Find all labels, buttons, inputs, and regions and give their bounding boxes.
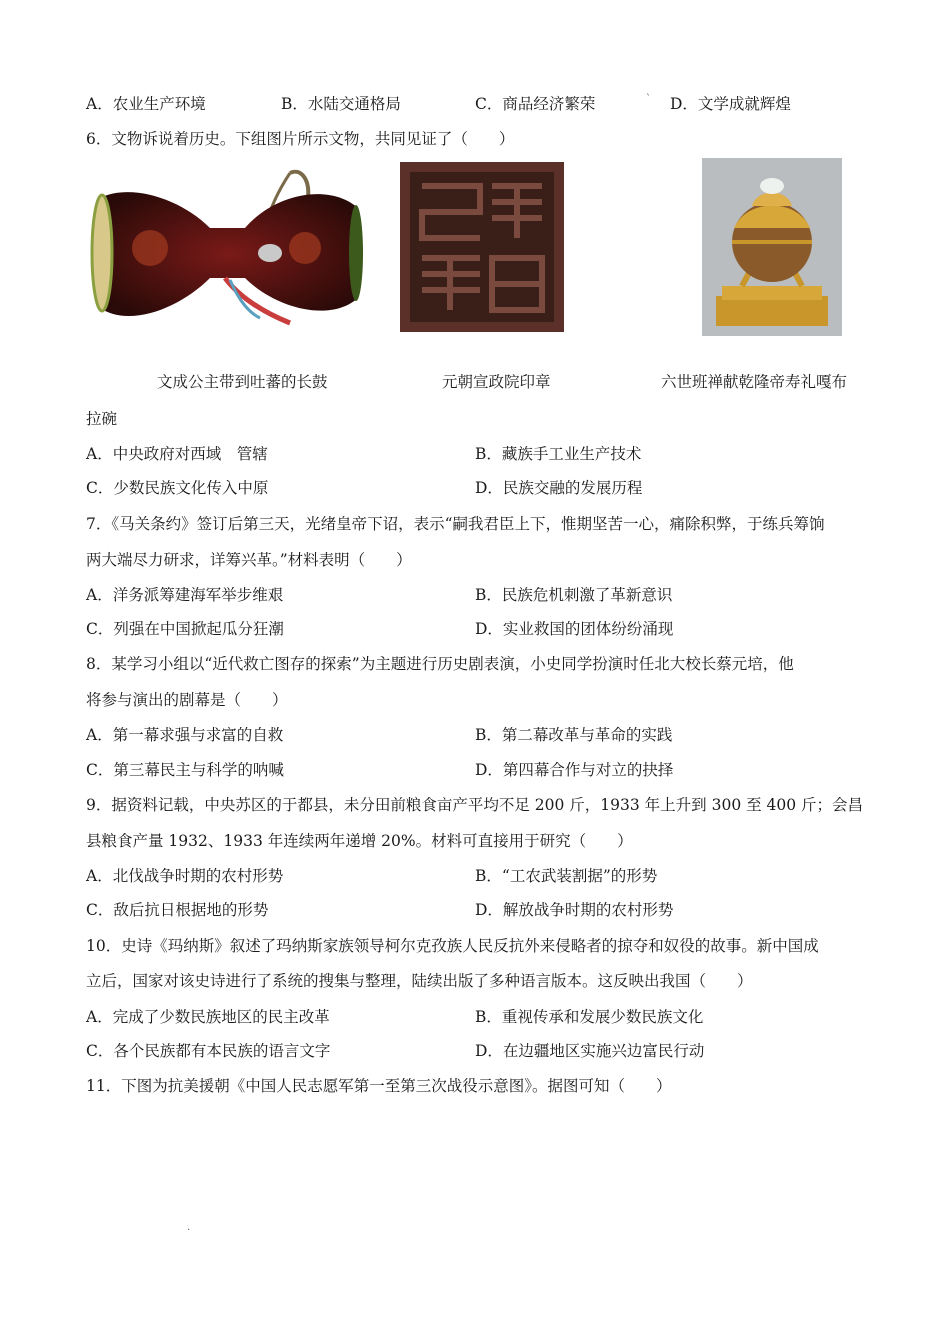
q7-option-c: C．列强在中国掀起瓜分狂潮 xyxy=(86,620,284,638)
q9-option-b: B．“工农武装割据”的形势 xyxy=(475,867,658,885)
seal-image xyxy=(400,162,564,332)
q10-stem-line-2: 立后，国家对该史诗进行了系统的搜集与整理，陆续出版了多种语言版本。这反映出我国（ ） xyxy=(86,972,753,990)
q6-option-a: A．中央政府对西域 管辖 xyxy=(86,445,268,463)
q10-option-c: C．各个民族都有本民族的语言文字 xyxy=(86,1042,331,1060)
bowl-caption-continued: 拉碗 xyxy=(86,410,118,428)
q6-option-c: C．少数民族文化传入中原 xyxy=(86,479,269,497)
q7-stem-line-2: 两大端尽力研求，详筹兴革。”材料表明（ ） xyxy=(86,551,412,569)
q5-option-d: D．文学成就辉煌 xyxy=(670,95,791,113)
q10-option-a: A．完成了少数民族地区的民主改革 xyxy=(86,1008,330,1026)
q5-option-c: C．商品经济繁荣 xyxy=(475,95,596,113)
q7-option-a: A．洋务派筹建海军举步维艰 xyxy=(86,586,284,604)
q8-option-d: D．第四幕合作与对立的抉择 xyxy=(475,761,674,779)
q5-option-b: B．水陆交通格局 xyxy=(281,95,401,113)
gabala-bowl-image xyxy=(702,158,842,336)
stray-dot: . xyxy=(187,1222,191,1233)
q10-stem-line-1: 10．史诗《玛纳斯》叙述了玛纳斯家族领导柯尔克孜族人民反抗外来侵略者的掠夺和奴役的故事。新中国成 xyxy=(86,937,819,955)
q7-stem-line-1: 7．《马关条约》签订后第三天，光绪皇帝下诏，表示“嗣我君臣上下，惟期坚苦一心，痛除积弊，于练兵筹饷 xyxy=(86,515,825,533)
q9-option-d: D．解放战争时期的农村形势 xyxy=(475,901,674,919)
q8-stem-line-1: 8．某学习小组以“近代救亡图存的探索”为主题进行历史剧表演，小史同学扮演时任北大校长蔡元培，他 xyxy=(86,655,794,673)
stray-mark: ` xyxy=(646,94,651,105)
q5-option-a: A．农业生产环境 xyxy=(86,95,206,113)
q8-option-c: C．第三幕民主与科学的呐喊 xyxy=(86,761,284,779)
q8-option-a: A．第一幕求强与求富的自救 xyxy=(86,726,284,744)
q9-option-c: C．敌后抗日根据地的形势 xyxy=(86,901,269,919)
bowl-caption: 六世班禅献乾隆帝寿礼嘎布 xyxy=(661,373,848,391)
q9-stem-line-1: 9．据资料记载，中央苏区的于都县，未分田前粮食亩产平均不足 200 斤，1933 年上升到 300 至 400 斤；会昌 xyxy=(86,796,864,814)
q6-option-b: B．藏族手工业生产技术 xyxy=(475,445,642,463)
q7-option-b: B．民族危机刺激了革新意识 xyxy=(475,586,673,604)
q10-option-b: B．重视传承和发展少数民族文化 xyxy=(475,1008,704,1026)
long-drum-image xyxy=(90,168,364,332)
drum-caption: 文成公主带到吐蕃的长鼓 xyxy=(157,373,328,391)
q6-option-d: D．民族交融的发展历程 xyxy=(475,479,643,497)
q9-option-a: A．北伐战争时期的农村形势 xyxy=(86,867,284,885)
q11-stem: 11．下图为抗美援朝《中国人民志愿军第一至第三次战役示意图》。据图可知（ ） xyxy=(86,1077,672,1095)
q7-option-d: D．实业救国的团体纷纷涌现 xyxy=(475,620,674,638)
q6-stem: 6．文物诉说着历史。下组图片所示文物，共同见证了（ ） xyxy=(86,130,515,148)
q8-stem-line-2: 将参与演出的剧幕是（ ） xyxy=(86,691,288,709)
q8-option-b: B．第二幕改革与革命的实践 xyxy=(475,726,673,744)
seal-caption: 元朝宣政院印章 xyxy=(442,373,551,391)
q9-stem-line-2: 县粮食产量 1932、1933 年连续两年递增 20%。材料可直接用于研究（ ） xyxy=(86,832,633,850)
q10-option-d: D．在边疆地区实施兴边富民行动 xyxy=(475,1042,705,1060)
